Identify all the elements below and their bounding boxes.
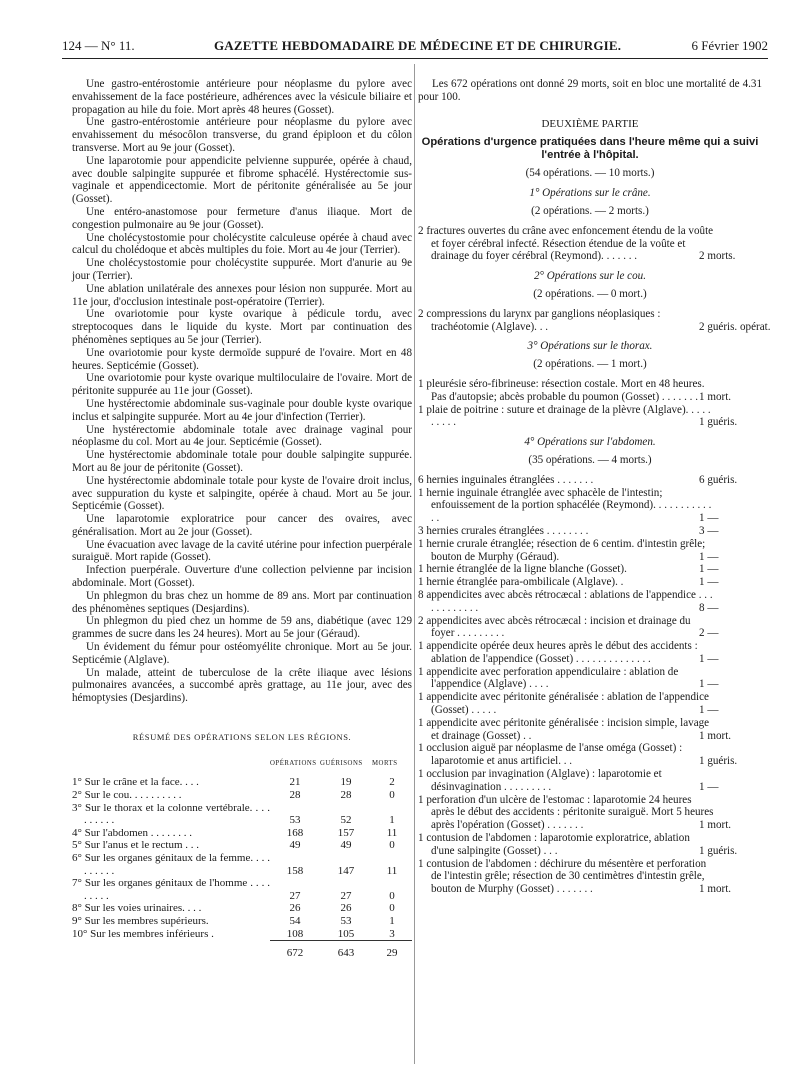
issue-date: 6 Février 1902 — [691, 38, 768, 53]
operation-entry — [418, 589, 762, 615]
summary-header-row — [72, 758, 412, 777]
section-title: 1° Opérations sur le crâne. — [529, 187, 651, 200]
case-paragraph: Une évacuation avec lavage de la cavité utérine pour infection puerpérale suraiguë. Mort rapide (Gosset). — [72, 538, 412, 564]
operation-entry — [418, 525, 762, 538]
operation-text: 1 hernie étranglée de la ligne blanche (Gosset). — [418, 563, 627, 576]
header-rule — [62, 58, 768, 59]
section-title: 2° Opérations sur le cou. — [534, 270, 646, 283]
summary-row — [72, 839, 412, 852]
case-paragraph: Une gastro-entérostomie antérieure pour néoplasme du pylore avec envahissement du mésocôlon transverse, du grand épiploon et du côlon transverse. Mort au 9e jour (Gosset). — [72, 116, 412, 154]
operation-text: 1 hernie étranglée para-ombilicale (Alglave). . — [418, 576, 624, 589]
summary-row — [72, 776, 412, 789]
section-count: (2 opérations. — 2 morts.) — [531, 204, 649, 217]
part-count: (54 opérations. — 10 morts.) — [525, 167, 655, 180]
operation-entry — [418, 640, 762, 666]
summary-total-row — [72, 941, 412, 960]
summary-operations: 49 — [289, 839, 301, 852]
case-paragraph: Un évidement du fémur pour ostéomyélite chronique. Mort au 5e jour. Septicémie (Alglave). — [72, 641, 412, 666]
summary-region: 8° Sur les voies urinaires. . . . — [72, 902, 202, 915]
page-header — [62, 38, 768, 56]
summary-guerisons: 19 — [340, 776, 352, 789]
operation-entry — [418, 225, 762, 263]
summary-guerisons: 28 — [340, 789, 352, 802]
operation-result: 6 guéris. — [699, 473, 738, 486]
summary-guerisons: 157 — [337, 826, 355, 839]
summary-morts: 1 — [389, 814, 395, 827]
operation-entry — [418, 768, 762, 794]
case-paragraph: Une cholécystostomie pour cholécystite calculeuse opérée à chaud avec calcul du cholédoque et abcès multiples du foie. Mort au 4e jour (Terrier). — [72, 231, 412, 257]
case-paragraph: Une ovariotomie pour kyste ovarique à pédicule tordu, avec streptocoques dans le liquide du kyste. Mort par continuation des phénomènes septiques au 5e jour (Terrier). — [72, 308, 412, 346]
summary-region: 3° Sur le thorax et la colonne vertébrale. . . . . . . . . . — [72, 801, 270, 827]
operation-result: 1 — — [699, 563, 719, 576]
summary-row — [72, 789, 412, 802]
operation-entry — [418, 794, 762, 832]
summary-morts: 11 — [386, 826, 398, 839]
summary-region: 9° Sur les membres supérieurs. — [72, 914, 209, 927]
summary-region: 2° Sur le cou. . . . . . . . . . — [72, 789, 182, 802]
col-guerisons: GUÉRISONS — [320, 759, 363, 767]
operation-text: 1 occlusion aiguë par néoplasme de l'anse oméga (Gosset) : laparotomie et anus artificiel. . . — [418, 742, 683, 768]
case-paragraph: Une entéro-anastomose pour fermeture d'anus iliaque. Mort de congestion pulmonaire au 9e jour (Gosset). — [72, 205, 412, 231]
summary-row — [72, 877, 412, 902]
journal-title: GAZETTE HEBDOMADAIRE DE MÉDECINE ET DE CHIRURGIE. — [214, 38, 622, 53]
summary-operations: 26 — [289, 902, 301, 915]
summary-morts: 11 — [386, 864, 398, 877]
part-subtitle: Opérations d'urgence pratiquées dans l'heure même qui a suivi l'entrée à l'hôpital. — [421, 136, 759, 162]
summary-region: 4° Sur l'abdomen . . . . . . . . — [72, 826, 193, 839]
operation-sections — [418, 187, 771, 896]
summary-guerisons: 26 — [340, 902, 352, 915]
case-paragraph: Un phlegmon du pied chez un homme de 59 ans, diabétique (avec 129 grammes de sucre dans les 24 heures). Mort au 5e jour (Géraud). — [72, 615, 412, 641]
case-paragraph: Une ovariotomie pour kyste ovarique multiloculaire de l'ovaire. Mort de péritonite suppurée au 11e jour (Gosset). — [72, 372, 412, 398]
operation-text: 1 appendicite avec perforation appendiculaire : ablation de l'appendice (Alglave) . . . . — [418, 665, 679, 691]
summary-operations: 158 — [286, 864, 304, 877]
summary-operations: 108 — [286, 927, 304, 940]
summary-operations: 168 — [286, 826, 304, 839]
total-morts: 29 — [372, 941, 412, 960]
column-divider — [414, 64, 415, 1064]
section-count: (2 opérations. — 1 mort.) — [533, 358, 647, 371]
operation-entry — [418, 404, 762, 430]
summary-morts: 1 — [389, 914, 395, 927]
intro-paragraph: Les 672 opérations ont donné 29 morts, soit en bloc une mortalité de 4.31 pour 100. — [418, 78, 762, 103]
operation-text: 2 fractures ouvertes du crâne avec enfoncement étendu de la voûte et foyer cérébral infecté. Résection étendue de la voûte et drainage du foyer cérébral (Reymond). . . . . . . — [418, 224, 714, 263]
operation-result: 1 — — [699, 576, 719, 589]
operation-text: 1 pleurésie séro-fibrineuse: résection costale. Mort en 48 heures. Pas d'autopsie; abcès probable du poumon (Gosset) . . . . . . . — [418, 377, 705, 403]
operation-result: 1 mort. — [699, 883, 732, 896]
operation-entry — [418, 666, 762, 692]
operation-text: 6 hernies inguinales étranglées . . . . . . . — [418, 473, 594, 486]
operation-result: 3 — — [699, 524, 719, 537]
case-paragraph: Infection puerpérale. Ouverture d'une collection pelvienne par incision abdominale. Mort (Gosset). — [72, 564, 412, 590]
section-title: 3° Opérations sur le thorax. — [527, 340, 653, 353]
operation-result: 1 — — [699, 550, 719, 563]
operation-text: 1 appendicite opérée deux heures après le début des accidents : ablation de l'appendice (Gosset) . . . . . . . . . . . . . . — [418, 640, 698, 665]
operation-result: 1 guéris. — [699, 844, 738, 857]
operation-result: 2 — — [699, 627, 719, 640]
operation-result: 1 — — [699, 780, 719, 793]
summary-region: 6° Sur les organes génitaux de la femme. . . . . . . . . . — [72, 852, 270, 877]
case-paragraph: Une ablation unilatérale des annexes pour lésion non suppurée. Mort au 11e jour, d'occlusion intestinale post-opératoire (Terrier). — [72, 282, 412, 308]
operation-result: 1 mort. — [699, 729, 732, 742]
operation-text: 1 plaie de poitrine : suture et drainage de la plèvre (Alglave). . . . . . . . . . — [418, 403, 711, 429]
total-operations: 672 — [270, 941, 320, 960]
case-paragraph: Une hystérectomie abdominale totale pour double salpingite suppurée. Mort au 8e jour de péritonite (Gosset). — [72, 449, 412, 474]
operation-entry — [418, 742, 762, 768]
operation-text: 1 appendicite avec péritonite généralisée : incision simple, lavage et drainage (Gosset) . . — [418, 716, 710, 742]
operation-entry — [418, 538, 762, 564]
operation-text: 2 appendicites avec abcès rétrocæcal : incision et drainage du foyer . . . . . . . . . — [418, 614, 691, 640]
summary-row — [72, 915, 412, 928]
operation-result: 1 mort. — [699, 390, 732, 403]
operation-entry — [418, 717, 762, 743]
summary-operations: 27 — [289, 889, 301, 902]
operation-entry — [418, 615, 762, 641]
operation-entry — [418, 576, 762, 589]
operation-entry — [418, 487, 762, 525]
operation-text: 1 contusion de l'abdomen : déchirure du mésentère et perforation de l'intestin grêle; résection de 30 centimètres d'intestin grêle, bouton de Murphy (Gosset) . . . . . . . — [418, 857, 707, 896]
operation-entry — [418, 307, 771, 334]
section-count: (2 opérations. — 0 mort.) — [533, 287, 647, 300]
summary-operations: 28 — [289, 789, 301, 802]
case-paragraph: Une laparotomie exploratrice pour cancer des ovaires, avec généralisation. Mort au 2e jour (Gosset). — [72, 513, 412, 538]
case-paragraph: Une cholécystostomie pour cholécystite suppurée. Mort d'anurie au 9e jour (Terrier). — [72, 257, 412, 282]
operation-text: 1 perforation d'un ulcère de l'estomac : laparotomie 24 heures après le début des accidents : péritonite suraiguë. Mort 5 heures après l'opération (Gosset) . . . . . . . — [418, 793, 714, 832]
operation-text: 1 hernie crurale étranglée; résection de 6 centim. d'intestin grêle; bouton de Murphy (Géraud). — [418, 537, 706, 563]
summary-row — [72, 928, 412, 941]
case-paragraph: Une gastro-entérostomie antérieure pour néoplasme du pylore avec envahissement de la face postérieure, adhérences avec la vésicule biliaire et propagation au hile du foie. Mort après 48 heures (Gosset). — [72, 78, 412, 116]
summary-guerisons: 147 — [337, 864, 355, 877]
page-number: 124 — N° 11. — [62, 38, 135, 53]
summary-morts: 0 — [389, 902, 395, 915]
operation-entry — [418, 858, 762, 896]
summary-guerisons: 105 — [337, 927, 355, 940]
summary-guerisons: 49 — [340, 839, 352, 852]
summary-morts: 2 — [389, 776, 395, 789]
summary-guerisons: 53 — [340, 914, 352, 927]
case-paragraph: Une ovariotomie pour kyste dermoïde suppuré de l'ovaire. Mort en 48 heures. Septicémie (Gosset). — [72, 346, 412, 372]
summary-guerisons: 52 — [340, 814, 352, 827]
operation-result: 1 guéris. — [699, 416, 738, 429]
operation-result: 1 — — [699, 512, 719, 525]
operation-entry — [418, 378, 762, 404]
summary-operations: 53 — [289, 814, 301, 827]
summary-region: 5° Sur l'anus et le rectum . . . — [72, 839, 200, 852]
operation-text: 1 occlusion par invagination (Alglave) : laparotomie et désinvagination . . . . . . . . . — [418, 768, 662, 793]
summary-morts: 0 — [389, 839, 395, 852]
right-column — [418, 78, 771, 896]
summary-guerisons: 27 — [340, 889, 352, 902]
summary-title: RÉSUMÉ DES OPÉRATIONS SELON LES RÉGIONS. — [132, 732, 352, 743]
operation-text: 1 contusion de l'abdomen : laparotomie exploratrice, ablation d'une salpingite (Gosset) . . . — [418, 832, 690, 857]
operation-result: 1 — — [699, 678, 719, 691]
operation-result: 1 mort. — [699, 819, 732, 832]
operation-text: 1 hernie inguinale étranglée avec sphacèle de l'intestin; enfouissement de la portion sphacélée (Reymond). . . . . . . . . . . . . — [418, 486, 712, 525]
col-morts: MORTS — [372, 759, 398, 767]
operation-result: 8 — — [699, 601, 719, 614]
section-title: 4° Opérations sur l'abdomen. — [524, 436, 656, 449]
operation-text: 3 hernies crurales étranglées . . . . . . . . — [418, 524, 589, 537]
case-paragraph: Une hystérectomie abdominale totale avec drainage vaginal pour néoplasme du col. Mort au 4e jour. Septicémie (Gosset). — [72, 423, 412, 449]
part-title: DEUXIÈME PARTIE — [541, 117, 639, 130]
section-count: (35 opérations. — 4 morts.) — [528, 453, 652, 466]
operation-result: 1 — — [699, 652, 719, 665]
summary-row — [72, 827, 412, 840]
summary-operations: 54 — [289, 914, 301, 927]
case-paragraph: Une laparotomie pour appendicite pelvienne suppurée, opérée à chaud, avec double salpingite suppurée et fibrome sphacélé. Hystérectomie sus-vaginale et appendicectomie. Mort de péritonite généralisée au 5e jour (Gosset). — [72, 154, 412, 206]
operation-entry — [418, 691, 762, 717]
operation-entry — [418, 474, 762, 487]
case-paragraph: Une hystérectomie abdominale sus-vaginale pour double kyste ovarique inclus et salpingite suppurée. Mort au 4e jour d'infection (Terrier). — [72, 397, 412, 423]
summary-row — [72, 802, 412, 827]
left-column — [72, 78, 412, 960]
operation-entry — [418, 563, 762, 576]
summary-operations: 21 — [289, 776, 301, 789]
summary-region: 1° Sur le crâne et la face. . . . — [72, 776, 199, 789]
case-list — [72, 78, 412, 705]
operation-text: 2 compressions du larynx par ganglions néoplasiques : trachéotomie (Alglave). . . — [418, 307, 661, 333]
total-guerisons: 643 — [320, 941, 372, 960]
summary-morts: 0 — [389, 889, 395, 902]
summary-region: 10° Sur les membres inférieurs . — [72, 928, 214, 941]
case-paragraph: Une hystérectomie abdominale totale pour kyste de l'ovaire droit inclus, avec suppuration du kyste et salpingite, opérée à chaud. Mort au 5e jour. Septicémie (Gosset). — [72, 474, 412, 513]
col-operations: OPÉRATIONS — [270, 759, 317, 767]
summary-row — [72, 902, 412, 915]
case-paragraph: Un phlegmon du bras chez un homme de 89 ans. Mort par continuation des phénomènes septiques (Desjardins). — [72, 589, 412, 615]
operation-text: 1 appendicite avec péritonite généralisée : ablation de l'appendice (Gosset) . . . . . — [418, 691, 709, 717]
operation-result: 1 — — [699, 704, 719, 717]
summary-region: 7° Sur les organes génitaux de l'homme . . . . . . . . . — [72, 877, 270, 902]
summary-morts: 3 — [389, 927, 395, 940]
operation-result: 2 guéris. opérat. — [699, 320, 771, 333]
summary-table — [72, 758, 412, 960]
case-paragraph: Un malade, atteint de tuberculose de la crête iliaque avec lésions pulmonaires avancées, a succombé après grattage, au 11e jour, avec des hémoptysies (Desjardins). — [72, 666, 412, 705]
operation-entry — [418, 832, 762, 858]
operation-result: 1 guéris. — [699, 755, 738, 768]
summary-morts: 0 — [389, 789, 395, 802]
summary-row — [72, 852, 412, 877]
operation-text: 8 appendicites avec abcès rétrocæcal : ablations de l'appendice . . . . . . . . . . . . — [418, 588, 713, 614]
operation-result: 2 morts. — [699, 250, 736, 263]
